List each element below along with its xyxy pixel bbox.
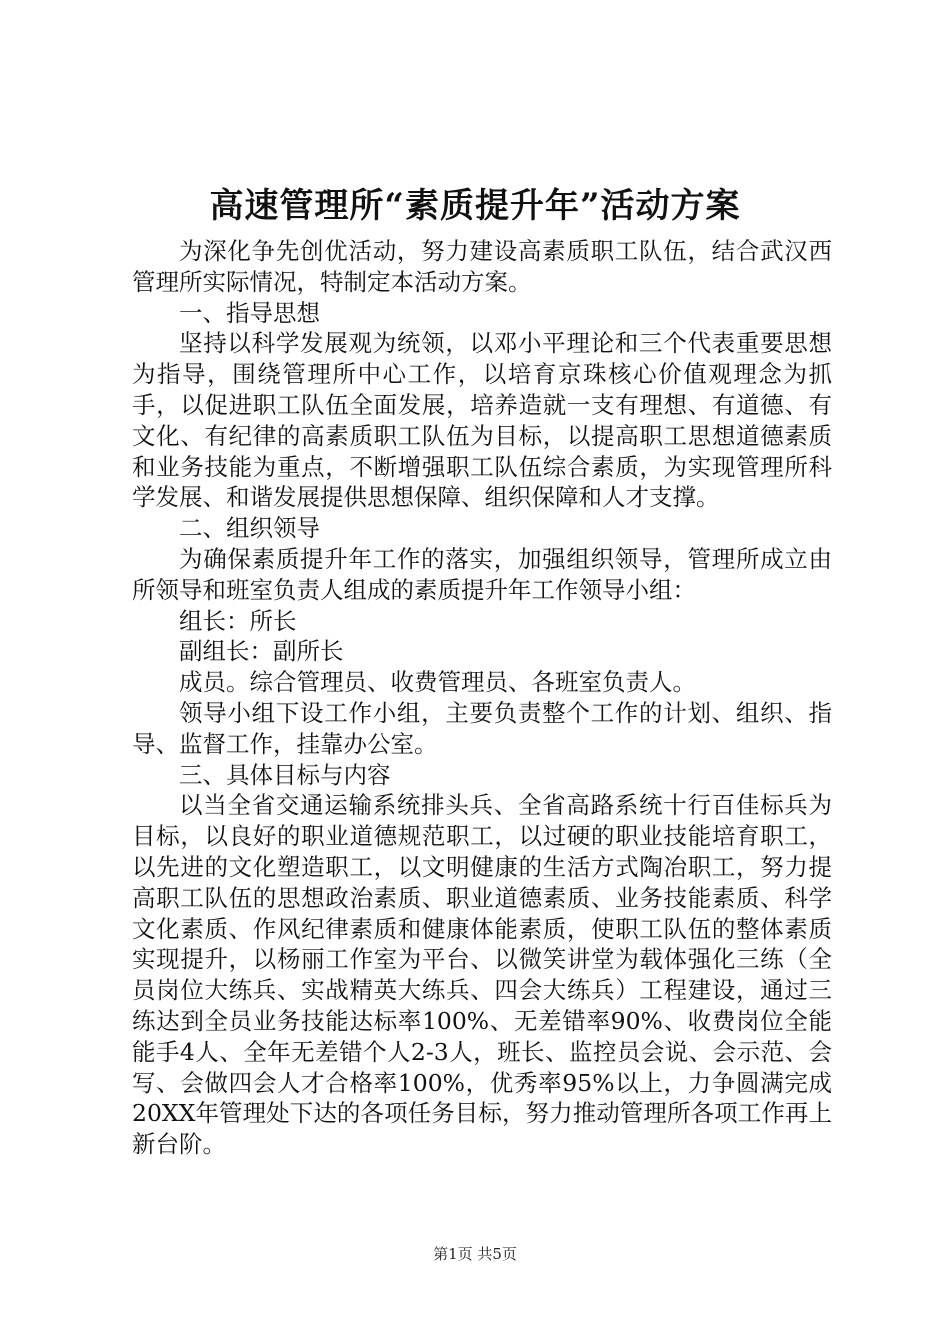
members-line: 成员。综合管理员、收费管理员、各班室负责人。 <box>179 668 696 697</box>
document-body <box>132 236 832 1160</box>
group-leader-line: 组长：所长 <box>179 606 297 635</box>
section-heading-guiding-thought: 一、指导思想 <box>179 298 320 327</box>
goals-paragraph: 以当全省交通运输系统排头兵、全省高路系统十行百佳标兵为目标，以良好的职业道德规范职工，以过硬的职业技能培育职工，以先进的文化塑造职工，以文明健康的生活方式陶冶职工，努力提高职工队伍的思想政治素质、职业道德素质、业务技能素质、科学文化素质、作风纪律素质和健康体能素质，使职工队伍的整体素质实现提升，以杨丽工作室为平台、以微笑讲堂为载体强化三练（全员岗位大练兵、实战精英大练兵、四会大练兵）工程建设，通过三练达到全员业务技能达标率100%、无差错率90%、收费岗位全能能手4人、全年无差错个人2-3人，班长、监控员会说、会示范、会写、会做四会人才合格率100%，优秀率95%以上，力争圆满完成20XX年管理处下达的各项任务目标，努力推动管理所各项工作再上新台阶。 <box>132 791 832 1159</box>
organization-paragraph: 为确保素质提升年工作的落实，加强组织领导，管理所成立由所领导和班室负责人组成的素质提升年工作领导小组： <box>132 544 832 604</box>
section-heading-goals: 三、具体目标与内容 <box>179 760 391 789</box>
guiding-thought-paragraph: 坚持以科学发展观为统领，以邓小平理论和三个代表重要思想为指导，围绕管理所中心工作，以培育京珠核心价值观理念为抓手，以促进职工队伍全面发展，培养造就一支有理想、有道德、有文化、有纪律的高素质职工队伍为目标，以提高职工思想道德素质和业务技能为重点，不断增强职工队伍综合素质，为实现管理所科学发展、和谐发展提供思想保障、组织保障和人才支撑。 <box>132 329 832 512</box>
section-heading-organization: 二、组织领导 <box>179 514 320 543</box>
page-footer: 第1页 共5页 <box>433 1245 517 1263</box>
intro-paragraph: 为深化争先创优活动，努力建设高素质职工队伍，结合武汉西管理所实际情况，特制定本活动方案。 <box>132 237 832 296</box>
working-group-paragraph: 领导小组下设工作小组，主要负责整个工作的计划、组织、指导、监督工作，挂靠办公室。 <box>132 698 832 758</box>
document-title: 高速管理所“素质提升年”活动方案 <box>209 186 741 226</box>
deputy-leader-line: 副组长：副所长 <box>179 637 344 666</box>
